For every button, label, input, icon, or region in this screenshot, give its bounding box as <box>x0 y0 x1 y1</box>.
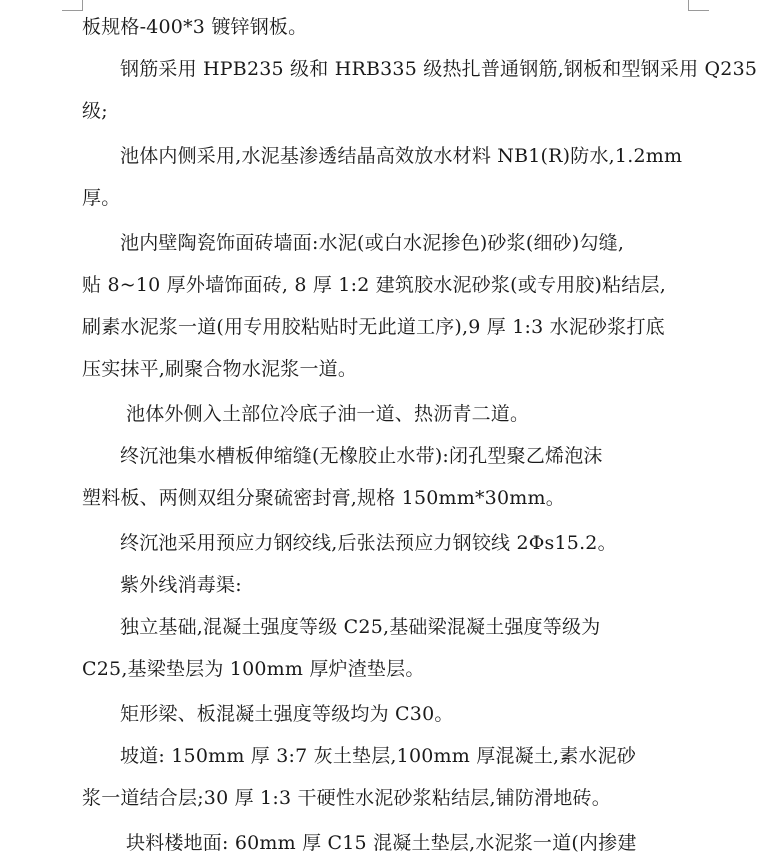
text-line: 独立基础,混凝土强度等级 C25,基础梁混凝土强度等级为 <box>120 616 601 638</box>
text-line: 贴 8~10 厚外墙饰面砖, 8 厚 1:2 建筑胶水泥砂浆(或专用胶)粘结层, <box>82 274 666 296</box>
page-corner-mark-left <box>62 0 83 11</box>
text-line: 终沉池采用预应力钢绞线,后张法预应力钢铰线 2Φs15.2。 <box>120 532 617 554</box>
page-corner-mark-right <box>688 0 709 11</box>
text-line: 池内壁陶瓷饰面砖墙面:水泥(或白水泥掺色)砂浆(细砂)勾缝, <box>120 232 625 254</box>
text-line: 紫外线消毒渠: <box>120 574 242 596</box>
text-line: 池体内侧采用,水泥基渗透结晶高效放水材料 NB1(R)防水,1.2mm <box>120 145 683 167</box>
text-line: 刷素水泥浆一道(用专用胶粘贴时无此道工序),9 厚 1:3 水泥砂浆打底 <box>82 316 665 338</box>
text-line: 浆一道结合层;30 厚 1:3 干硬性水泥砂浆粘结层,铺防滑地砖。 <box>82 787 611 809</box>
text-line: 块料楼地面: 60mm 厚 C15 混凝土垫层,水泥浆一道(内掺建 <box>126 832 637 854</box>
text-line: 压实抹平,刷聚合物水泥浆一道。 <box>82 358 358 380</box>
text-line: 级; <box>82 100 108 122</box>
text-line: 板规格-400*3 镀锌钢板。 <box>82 16 308 38</box>
text-line: 坡道: 150mm 厚 3:7 灰土垫层,100mm 厚混凝土,素水泥砂 <box>120 745 637 767</box>
text-line: 终沉池集水槽板伸缩缝(无橡胶止水带):闭孔型聚乙烯泡沫 <box>120 445 603 467</box>
text-line: C25,基梁垫层为 100mm 厚炉渣垫层。 <box>82 658 425 680</box>
text-line: 钢筋采用 HPB235 级和 HRB335 级热扎普通钢筋,钢板和型钢采用 Q235 <box>120 58 758 80</box>
text-line: 池体外侧入土部位冷底子油一道、热沥青二道。 <box>126 403 530 425</box>
text-line: 厚。 <box>82 187 121 209</box>
document-body <box>82 6 758 864</box>
text-line: 塑料板、两侧双组分聚硫密封膏,规格 150mm*30mm。 <box>82 487 565 509</box>
text-line: 矩形梁、板混凝土强度等级均为 C30。 <box>120 703 454 725</box>
